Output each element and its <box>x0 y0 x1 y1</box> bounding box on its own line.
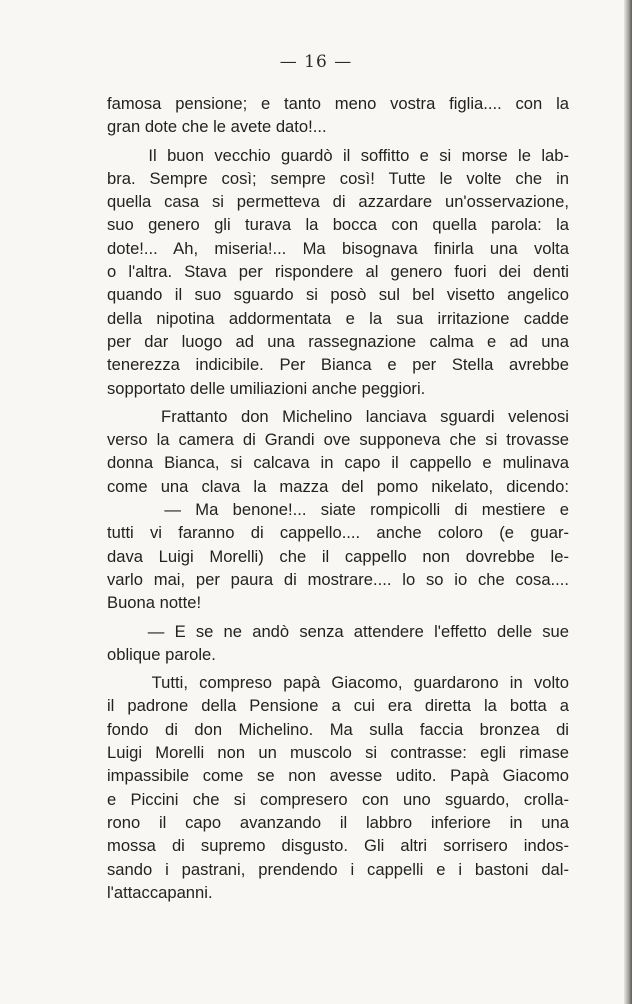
text-line: rono il capo avanzando il labbro inferiore in una <box>107 812 569 832</box>
text-line: oblique parole. <box>107 644 216 664</box>
text-line: bra. Sempre così; sempre così! Tutte le volte che in <box>107 168 569 188</box>
page-edge-shadow <box>624 0 632 1004</box>
text-line: verso la camera di Grandi ove supponeva che si trovasse <box>107 430 569 450</box>
page-number: — 16 — <box>279 52 353 72</box>
text-line: varlo mai, per paura di mostrare.... lo so io che cosa.... <box>107 569 569 589</box>
text-line: Buona notte! <box>107 593 202 613</box>
text-line: Frattanto don Michelino lanciava sguardi velenosi <box>107 406 569 426</box>
text-line: impassibile come se non avesse udito. Papà Giacomo <box>107 766 569 786</box>
text-line: famosa pensione; e tanto meno vostra figlia.... con la <box>107 94 569 113</box>
text-line: della nipotina addormentata e la sua irritazione cadde <box>107 308 569 328</box>
paragraph <box>107 620 569 667</box>
text-line: per dar luogo ad una rassegnazione calma e ad una <box>107 331 569 351</box>
text-line: come una clava la mazza del pomo nikelato, dicendo: <box>107 476 569 496</box>
text-line: donna Bianca, si calcava in capo il cappello e mulinava <box>107 453 569 473</box>
paragraph <box>107 671 569 904</box>
text-line: — E se ne andò senza attendere l'effetto delle sue <box>107 621 569 641</box>
text-line: Il buon vecchio guardò il soffitto e si morse le lab- <box>107 145 569 165</box>
text-line: — Ma benone!... siate rompicolli di mestiere e <box>107 500 569 520</box>
text-line: tutti vi faranno di cappello.... anche coloro (e guar- <box>107 523 569 543</box>
text-line: Luigi Morelli non un muscolo si contrasse: egli rimase <box>107 743 569 763</box>
paragraph <box>107 405 569 615</box>
text-line: dote!... Ah, miseria!... Ma bisognava finirla una volta <box>107 238 569 258</box>
text-line: fondo di don Michelino. Ma sulla faccia bronzea di <box>107 719 569 739</box>
text-line: e Piccini che si compresero con uno sguardo, crolla- <box>107 789 569 809</box>
body-text <box>107 92 569 904</box>
text-line: sopportato delle umiliazioni anche peggiori. <box>107 378 426 398</box>
text-line: suo genero gli turava la bocca con quella parola: la <box>107 215 569 235</box>
text-line: gran dote che le avete dato!... <box>107 117 327 137</box>
text-line: quella casa si permetteva di azzardare un'osservazione, <box>107 192 569 212</box>
text-line: Tutti, compreso papà Giacomo, guardarono in volto <box>107 673 569 693</box>
paragraph <box>107 92 569 139</box>
text-line: dava Luigi Morelli) che il cappello non dovrebbe le- <box>107 546 569 566</box>
text-line: mossa di supremo disgusto. Gli altri sorrisero indos- <box>107 836 569 856</box>
text-line: tenerezza indicibile. Per Bianca e per Stella avrebbe <box>107 355 569 375</box>
text-line: il padrone della Pensione a cui era diretta la botta a <box>107 696 569 716</box>
text-line: sando i pastrani, prendendo i cappelli e i bastoni dal- <box>107 859 569 879</box>
paragraph <box>107 144 569 400</box>
text-line: l'attaccapanni. <box>107 882 213 902</box>
text-line: quando il suo sguardo si posò sul bel visetto angelico <box>107 285 569 305</box>
text-line: o l'altra. Stava per rispondere al genero fuori dei denti <box>107 262 569 282</box>
